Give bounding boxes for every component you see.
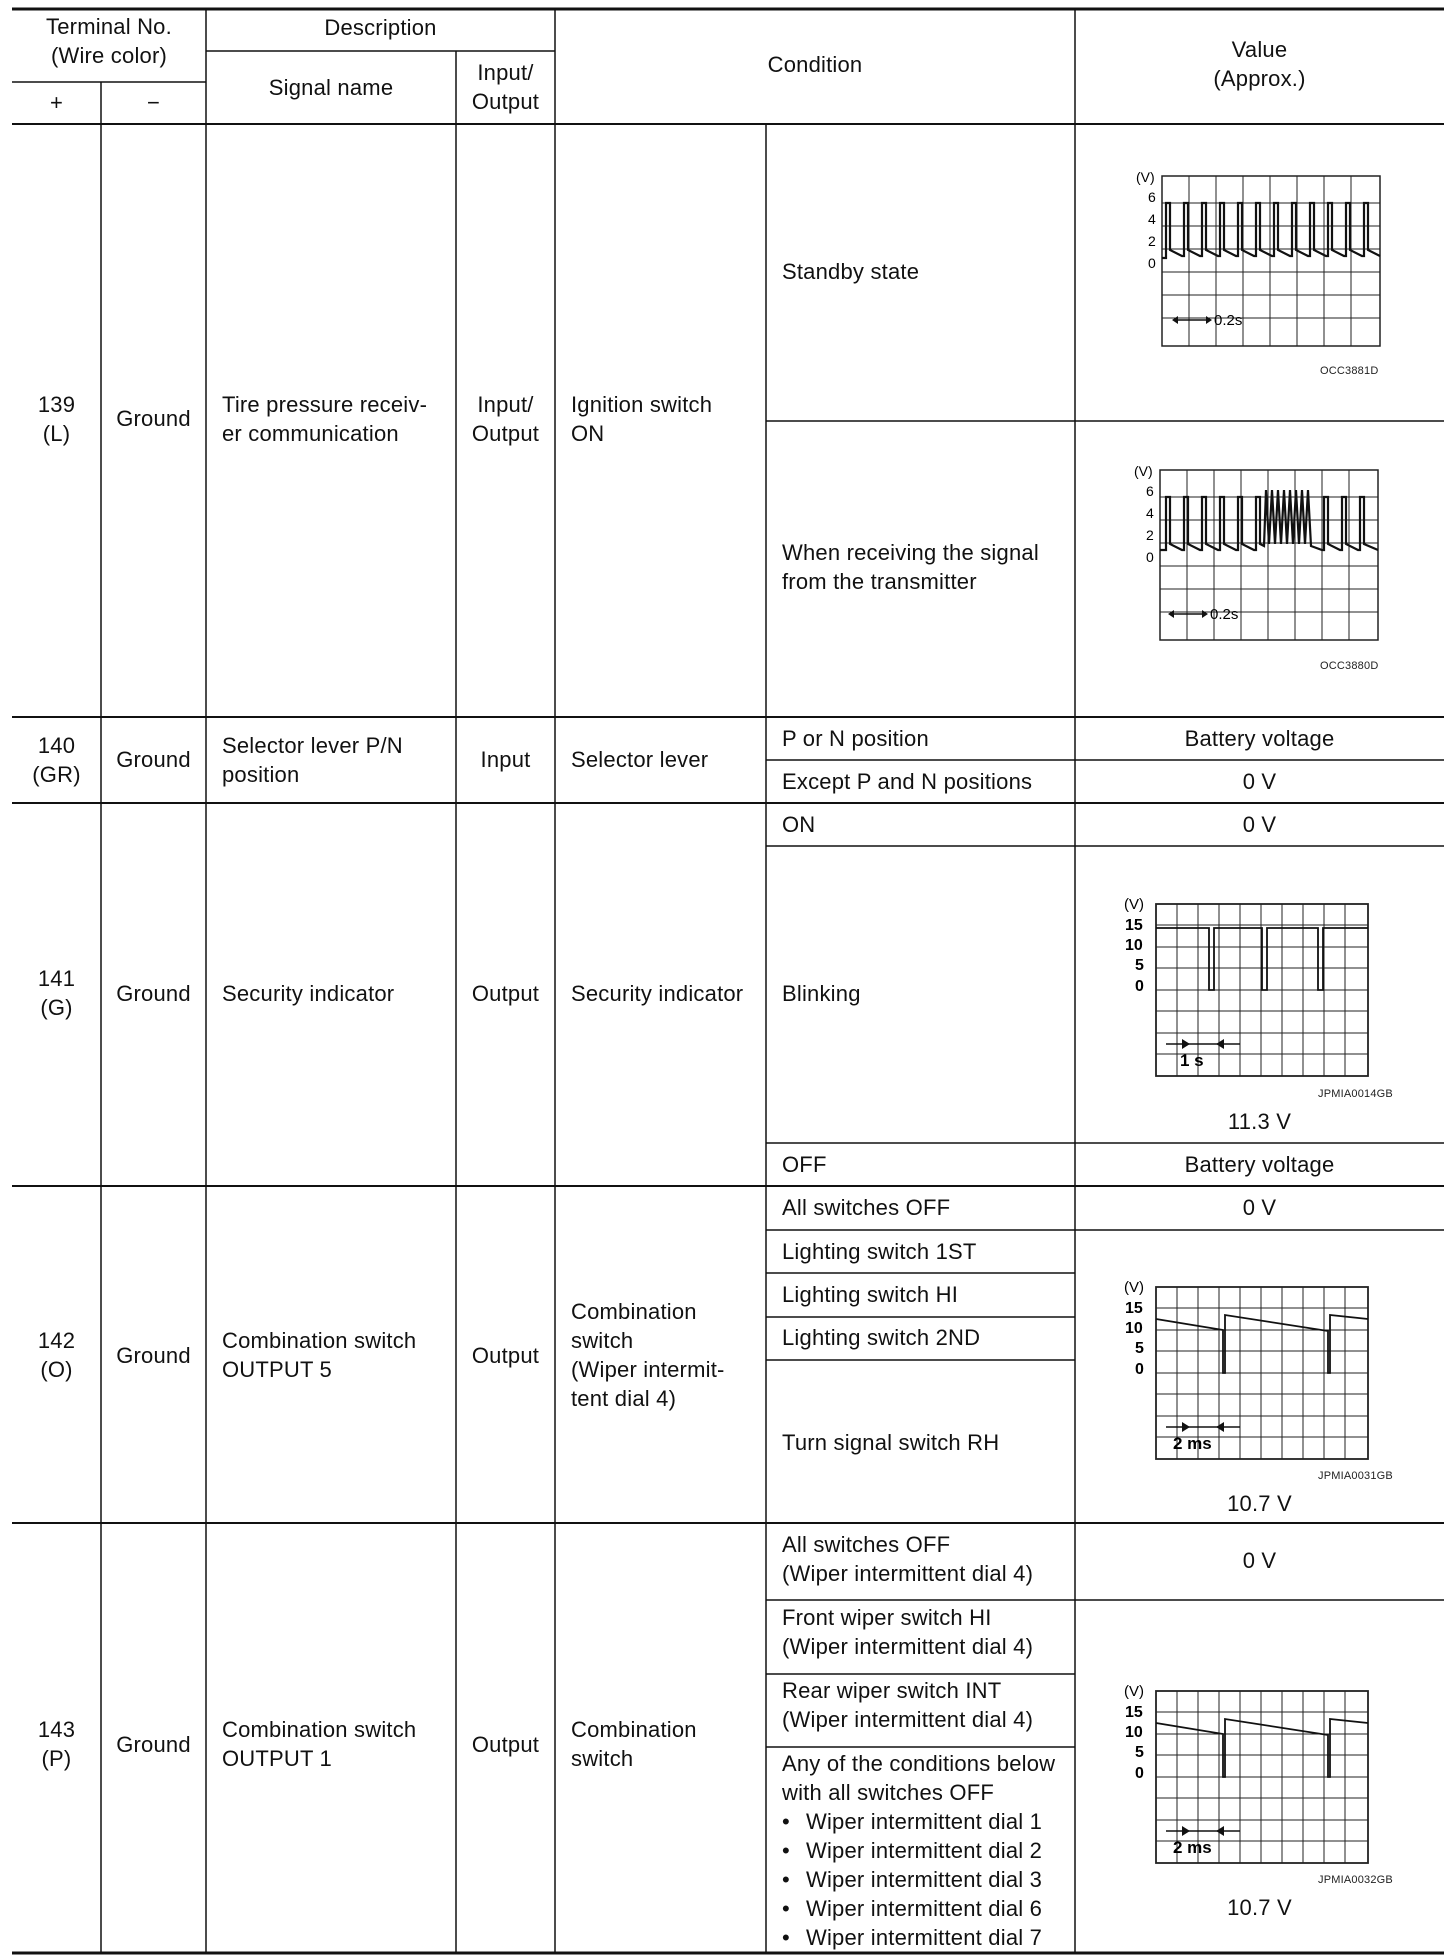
sub-all-switches-off-dial4: All switches OFF (Wiper intermittent dial 4) <box>782 1532 1034 1586</box>
bullet-dial-1: Wiper intermittent dial 1 <box>806 1809 1043 1834</box>
figure-code: JPMIA0014GB <box>1318 1088 1393 1100</box>
sub-standby-state: Standby state <box>782 259 920 284</box>
scope-time-label: 0.2s <box>1214 312 1243 329</box>
svg-text:2: 2 <box>1148 233 1156 249</box>
value-0v: 0 V <box>1242 812 1277 837</box>
condition-141: Security indicator <box>571 981 744 1006</box>
io-141: Output <box>471 981 540 1006</box>
waveform-output5 <box>1110 1275 1370 1465</box>
terminal-142: 142 (O) <box>37 1328 76 1382</box>
ground-142: Ground <box>116 1343 191 1368</box>
header-terminal-no: Terminal No. (Wire color) <box>46 14 172 68</box>
header-condition: Condition <box>767 52 863 77</box>
svg-text:0: 0 <box>1135 1765 1144 1782</box>
sub-receiving-signal: When receiving the signal from the transmitter <box>782 540 1039 594</box>
waveform-blinking <box>1110 892 1370 1082</box>
svg-text:10: 10 <box>1125 1724 1143 1741</box>
waveform-output1 <box>1110 1679 1370 1869</box>
terminal-140: 140 (GR) <box>32 733 81 787</box>
header-description: Description <box>324 15 437 40</box>
svg-text:6: 6 <box>1146 483 1154 499</box>
scope-time-label: 2 ms <box>1173 1838 1212 1857</box>
figure-code: OCC3880D <box>1320 660 1379 672</box>
figure-code: OCC3881D <box>1320 365 1379 377</box>
sub-rear-wiper-int: Rear wiper switch INT (Wiper intermittent dial 4) <box>782 1678 1034 1732</box>
ground-143: Ground <box>116 1732 191 1757</box>
ground-141: Ground <box>116 981 191 1006</box>
svg-text:(V): (V) <box>1124 1683 1144 1700</box>
svg-text:4: 4 <box>1148 211 1156 227</box>
value-10-7v: 10.7 V <box>1227 1491 1292 1516</box>
io-140: Input <box>480 747 531 772</box>
condition-139: Ignition switch ON <box>571 392 713 446</box>
figure-code: JPMIA0031GB <box>1318 1470 1393 1482</box>
svg-text:4: 4 <box>1146 505 1154 521</box>
waveform-receiving <box>1124 462 1424 672</box>
signal-139: Tire pressure receiv- er communication <box>222 392 428 446</box>
header-value: Value (Approx.) <box>1213 37 1306 91</box>
svg-text:0: 0 <box>1148 255 1156 271</box>
ground-139: Ground <box>116 406 191 431</box>
ground-140: Ground <box>116 747 191 772</box>
bullet-marks: • • • • • <box>782 1809 790 1950</box>
svg-text:5: 5 <box>1135 1744 1144 1761</box>
terminal-139: 139 (L) <box>37 392 76 446</box>
scope-time-label: 0.2s <box>1210 606 1239 623</box>
svg-text:(V): (V) <box>1124 1279 1144 1296</box>
sub-front-wiper-hi: Front wiper switch HI (Wiper intermittent dial 4) <box>782 1605 1034 1659</box>
condition-140: Selector lever <box>571 747 709 772</box>
header-signal-name: Signal name <box>268 75 394 100</box>
svg-text:10: 10 <box>1125 937 1143 954</box>
bullet-dial-7: Wiper intermittent dial 7 <box>806 1925 1043 1950</box>
svg-text:2: 2 <box>1146 527 1154 543</box>
sub-off: OFF <box>782 1152 827 1177</box>
terminal-141: 141 (G) <box>37 966 76 1020</box>
sub-p-or-n: P or N position <box>782 726 929 751</box>
value-battery-voltage: Battery voltage <box>1184 726 1335 751</box>
svg-text:0: 0 <box>1146 549 1154 565</box>
condition-142: Combination switch (Wiper intermit- tent dial 4) <box>571 1299 725 1411</box>
sub-except-p-n: Except P and N positions <box>782 769 1033 794</box>
sub-blinking: Blinking <box>782 981 861 1006</box>
svg-text:15: 15 <box>1125 1300 1143 1317</box>
sub-turn-signal-rh: Turn signal switch RH <box>782 1430 1000 1455</box>
svg-text:15: 15 <box>1125 917 1143 934</box>
sub-lighting-hi: Lighting switch HI <box>782 1282 959 1307</box>
value-10-7v: 10.7 V <box>1227 1895 1292 1920</box>
sub-any-conditions: Any of the conditions below with all switches OFF <box>782 1751 1056 1805</box>
signal-141: Security indicator <box>222 981 395 1006</box>
signal-142: Combination switch OUTPUT 5 <box>222 1328 417 1382</box>
value-0v: 0 V <box>1242 769 1277 794</box>
header-plus: + <box>49 90 64 115</box>
io-139: Input/ Output <box>471 392 540 446</box>
scope-time-label: 1 s <box>1180 1051 1204 1070</box>
sub-lighting-1st: Lighting switch 1ST <box>782 1239 977 1264</box>
svg-text:10: 10 <box>1125 1320 1143 1337</box>
value-battery-voltage: Battery voltage <box>1184 1152 1335 1177</box>
svg-text:6: 6 <box>1148 189 1156 205</box>
io-143: Output <box>471 1732 540 1757</box>
header-minus: − <box>146 90 161 115</box>
signal-140: Selector lever P/N position <box>222 733 403 787</box>
bullet-dial-6: Wiper intermittent dial 6 <box>806 1896 1043 1921</box>
sub-lighting-2nd: Lighting switch 2ND <box>782 1325 981 1350</box>
waveform-standby <box>1126 168 1426 378</box>
signal-143: Combination switch OUTPUT 1 <box>222 1717 417 1771</box>
svg-text:0: 0 <box>1135 1361 1144 1378</box>
value-11-3v: 11.3 V <box>1227 1109 1292 1134</box>
sub-on: ON <box>782 812 816 837</box>
svg-text:0: 0 <box>1135 978 1144 995</box>
header-input-output: Input/ Output <box>471 60 540 114</box>
svg-text:(V): (V) <box>1124 896 1144 913</box>
figure-code: JPMIA0032GB <box>1318 1874 1393 1886</box>
svg-text:(V): (V) <box>1134 463 1153 479</box>
condition-143: Combination switch <box>571 1717 697 1771</box>
io-142: Output <box>471 1343 540 1368</box>
svg-text:5: 5 <box>1135 957 1144 974</box>
svg-text:15: 15 <box>1125 1704 1143 1721</box>
bullet-dial-3: Wiper intermittent dial 3 <box>806 1867 1043 1892</box>
terminal-143: 143 (P) <box>37 1717 76 1771</box>
bullet-dial-2: Wiper intermittent dial 2 <box>806 1838 1043 1863</box>
svg-text:5: 5 <box>1135 1340 1144 1357</box>
sub-all-switches-off: All switches OFF <box>782 1195 951 1220</box>
value-0v: 0 V <box>1242 1548 1277 1573</box>
svg-text:(V): (V) <box>1136 169 1155 185</box>
value-0v: 0 V <box>1242 1195 1277 1220</box>
scope-time-label: 2 ms <box>1173 1434 1212 1453</box>
